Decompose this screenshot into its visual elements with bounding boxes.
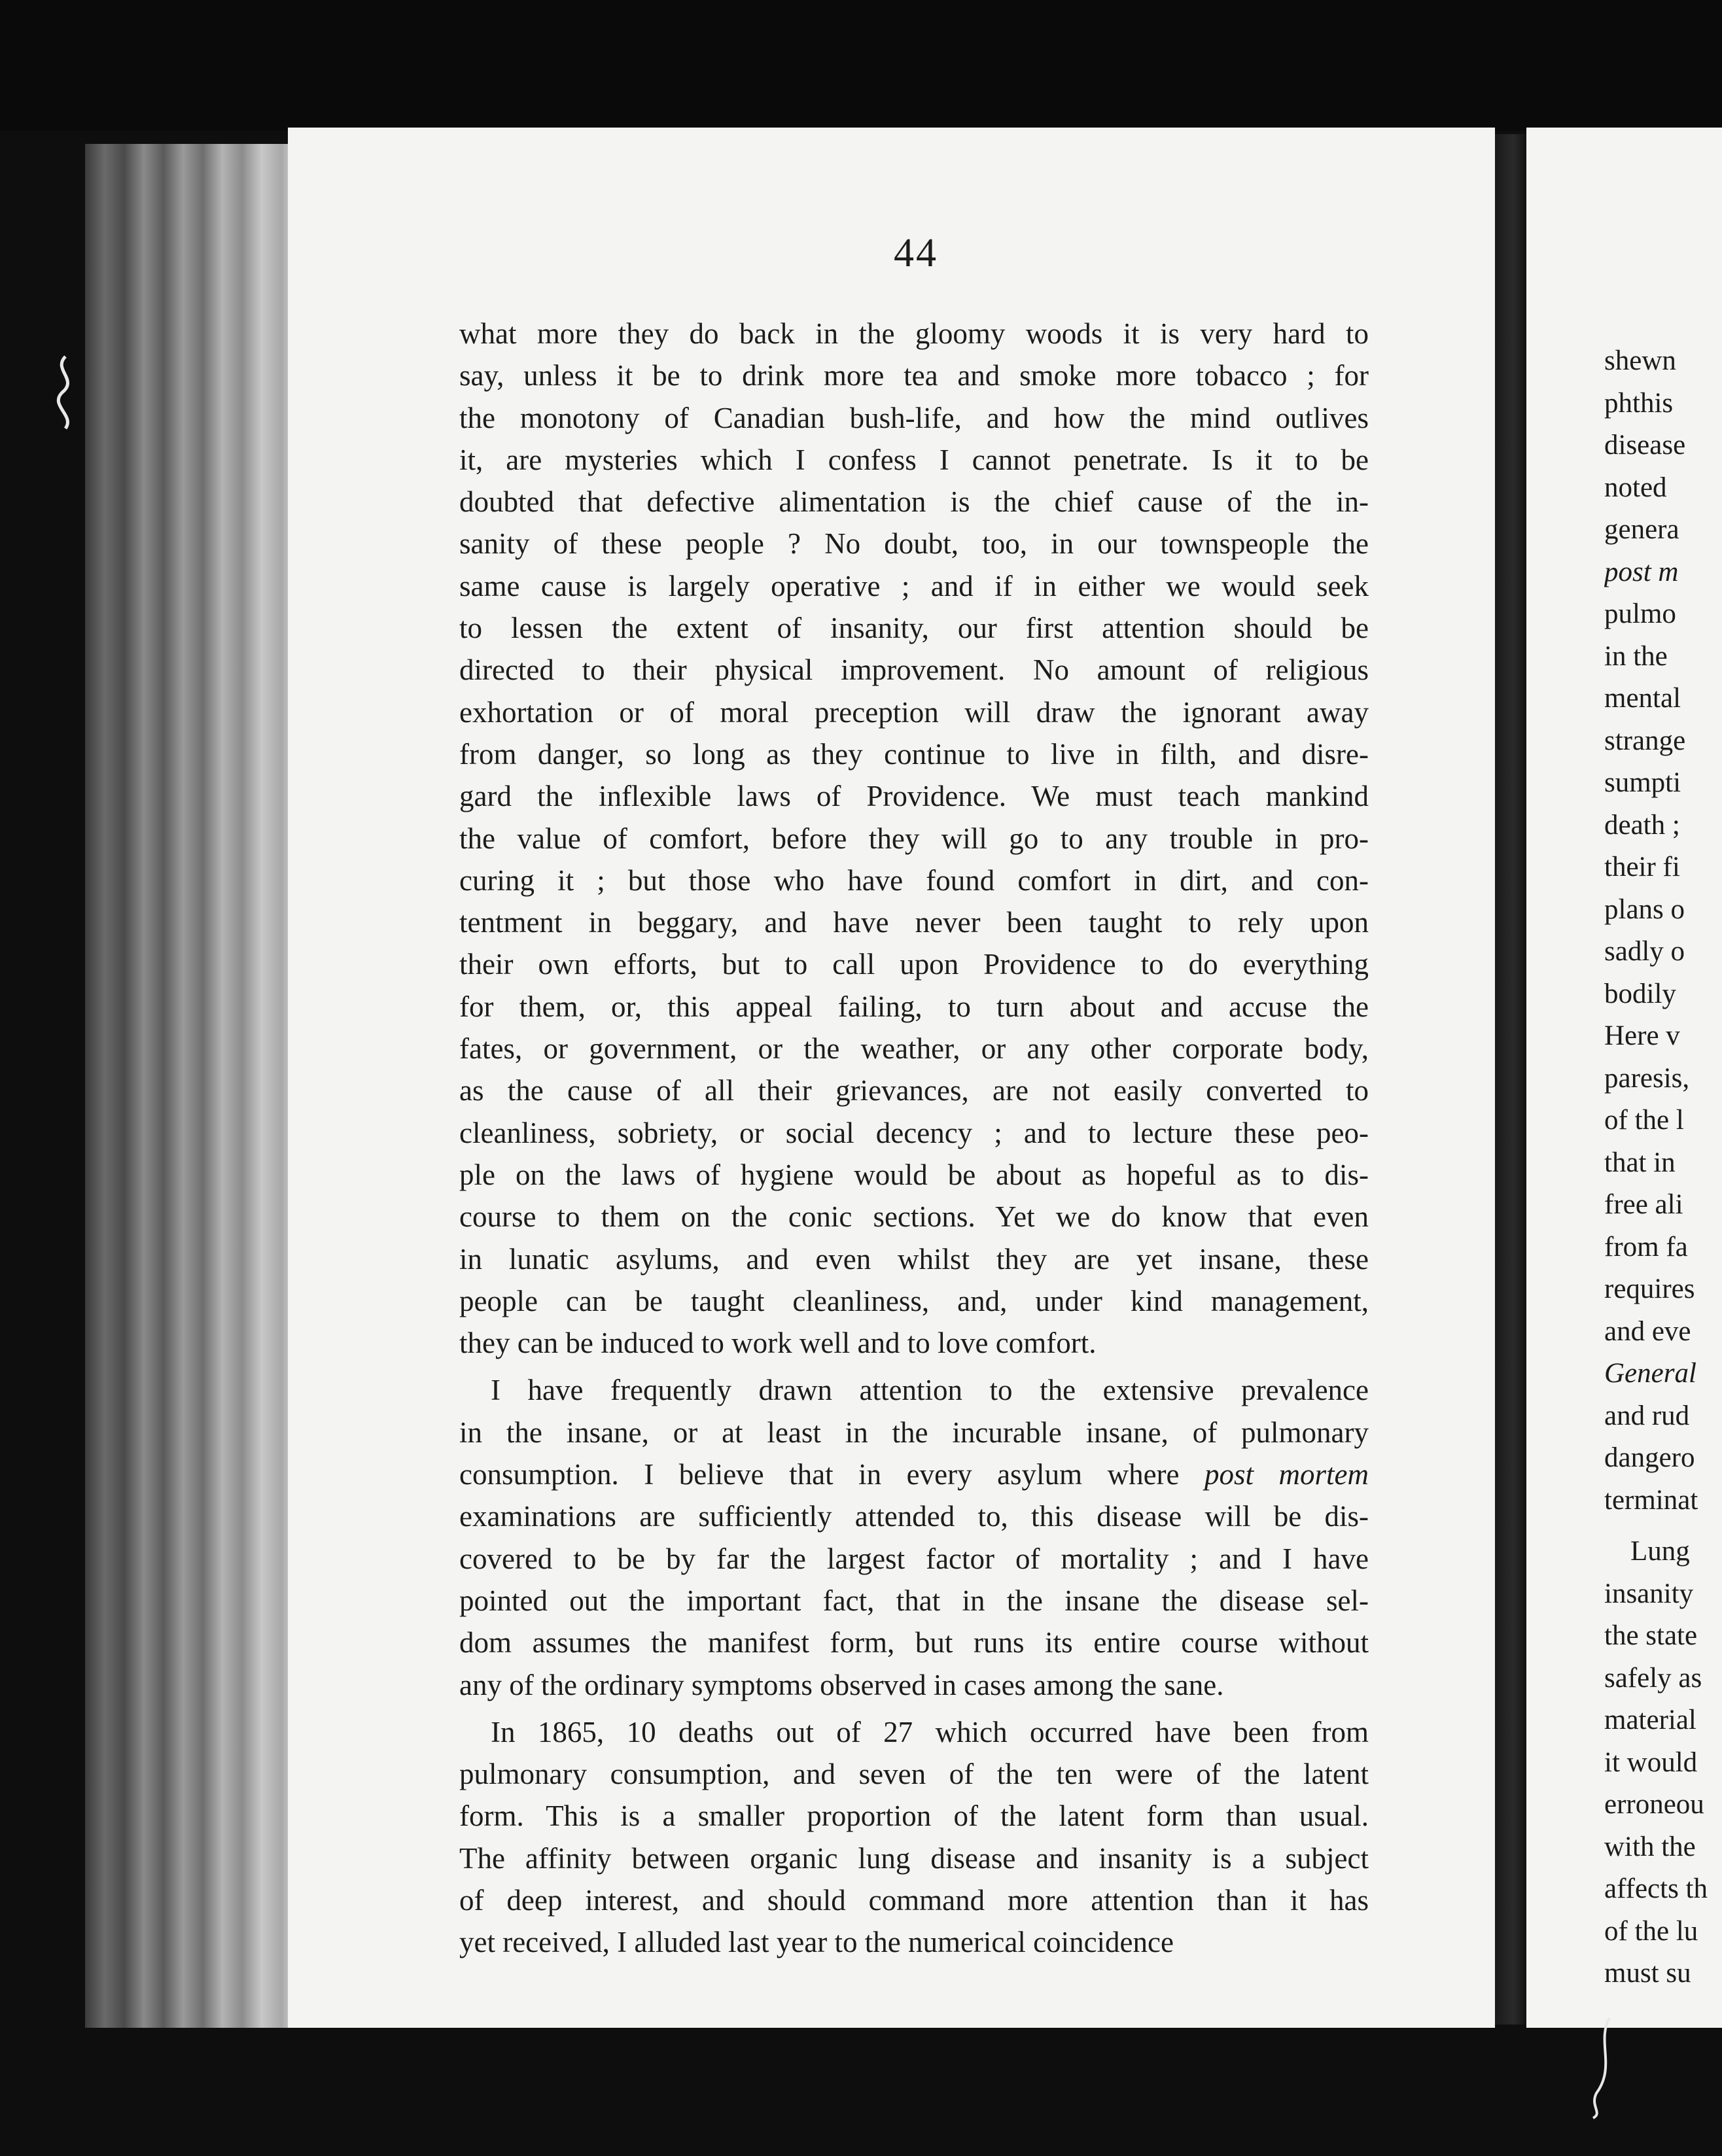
- paragraph: [459, 1711, 1369, 1964]
- facing-text-line: material: [1604, 1705, 1696, 1735]
- text-line: I have frequently drawn attention to the extensive prevalence: [491, 1374, 1369, 1407]
- text-line: doubted that defective alimentation is the chief cause of the in-: [459, 485, 1369, 519]
- text-line: The affinity between organic lung disease and insanity is a subject: [459, 1841, 1369, 1875]
- body-text: [459, 313, 1369, 1964]
- text-line: examinations are sufficiently attended to, this disease will be dis-: [459, 1500, 1369, 1533]
- facing-text-line: Here v: [1604, 1020, 1680, 1051]
- text-line: as the cause of all their grievances, are not easily converted to: [459, 1074, 1369, 1107]
- text-line: form. This is a smaller proportion of the latent form than usual.: [459, 1800, 1369, 1833]
- facing-text-line: and rud: [1604, 1400, 1690, 1431]
- text-line: of deep interest, and should command more attention than it has: [459, 1883, 1369, 1917]
- facing-text-line: bodily: [1604, 978, 1676, 1009]
- facing-text-line: post m: [1604, 556, 1679, 587]
- text-line: same cause is largely operative ; and if in either we would seek: [459, 569, 1369, 602]
- text-line: say, unless it be to drink more tea and smoke more tobacco ; for: [459, 359, 1369, 392]
- facing-text-line: with the: [1604, 1831, 1696, 1862]
- text-line: for them, or, this appeal failing, to turn about and accuse the: [459, 990, 1369, 1023]
- facing-text-line: genera: [1604, 514, 1679, 545]
- top-background: [0, 0, 1722, 131]
- facing-text-line: sumpti: [1604, 767, 1681, 798]
- facing-text-line: must su: [1604, 1958, 1691, 1989]
- page-gutter: [1495, 134, 1526, 2025]
- text-line: pointed out the important fact, that in the insane the disease sel-: [459, 1584, 1369, 1617]
- text-line: what more they do back in the gloomy woods it is very hard to: [459, 317, 1369, 350]
- facing-text-line: of the lu: [1604, 1915, 1698, 1947]
- facing-text-line: requires: [1604, 1274, 1695, 1304]
- paragraph: [459, 313, 1369, 1364]
- text-line: curing it ; but those who have found comfort in dirt, and con-: [459, 863, 1369, 897]
- text-line: In 1865, 10 deaths out of 27 which occurred have been from: [491, 1715, 1369, 1748]
- facing-text-line: plans o: [1604, 894, 1685, 925]
- text-line: ple on the laws of hygiene would be about as hopeful as to dis-: [459, 1158, 1369, 1191]
- text-line: tentment in beggary, and have never been taught to rely upon: [459, 906, 1369, 939]
- facing-text-line: in the: [1604, 640, 1668, 672]
- facing-text-line: safely as: [1604, 1662, 1702, 1694]
- text-line: fates, or government, or the weather, or any other corporate body,: [459, 1032, 1369, 1066]
- facing-text-line: their fi: [1604, 852, 1680, 882]
- text-line: directed to their physical improvement. No amount of religious: [459, 653, 1369, 687]
- facing-text-line: death ;: [1604, 809, 1680, 841]
- text-line: in the insane, or at least in the incurable insane, of pulmonary: [459, 1416, 1369, 1449]
- text-line: sanity of these people ? No doubt, too, in our townspeople the: [459, 527, 1369, 561]
- facing-text-line: noted: [1604, 472, 1667, 503]
- page-number: 44: [894, 231, 938, 275]
- facing-text-line: shewn: [1604, 345, 1676, 376]
- facing-text-line: erroneou: [1604, 1789, 1704, 1820]
- text-line: yet received, I alluded last year to the numerical coincidence: [459, 1926, 1174, 1959]
- text-line: any of the ordinary symptoms observed in cases among the sane.: [459, 1668, 1224, 1701]
- facing-text-line: that in: [1604, 1147, 1676, 1178]
- facing-text-line: pulmo: [1604, 599, 1676, 629]
- margin-mark-right: [1583, 2015, 1623, 2119]
- text-line: pulmonary consumption, and seven of the ten were of the latent: [459, 1758, 1369, 1791]
- text-line: in lunatic asylums, and even whilst they are yet insane, these: [459, 1242, 1369, 1276]
- facing-page-text: [1604, 340, 1722, 1995]
- facing-text-line: dangero: [1604, 1442, 1695, 1473]
- facing-text-line: Lung: [1630, 1536, 1690, 1567]
- facing-text-line: General: [1604, 1358, 1696, 1389]
- text-line: dom assumes the manifest form, but runs its entire course without: [459, 1626, 1369, 1660]
- text-line: from danger, so long as they continue to live in filth, and disre-: [459, 737, 1369, 771]
- text-line: the monotony of Canadian bush-life, and how the mind outlives: [459, 401, 1369, 434]
- margin-mark: [46, 353, 85, 432]
- italic-phrase: post mortem: [1204, 1458, 1369, 1491]
- text-line: covered to be by far the largest factor of mortality ; and I have: [459, 1542, 1369, 1575]
- facing-text-line: of the l: [1604, 1105, 1684, 1136]
- facing-text-line: insanity: [1604, 1578, 1694, 1609]
- facing-text-line: sadly o: [1604, 936, 1685, 967]
- facing-text-line: from fa: [1604, 1231, 1688, 1262]
- book-spine-edge: [85, 144, 294, 2028]
- text-line: exhortation or of moral preception will draw the ignorant away: [459, 695, 1369, 729]
- facing-text-line: and eve: [1604, 1315, 1691, 1347]
- paragraph: [459, 1369, 1369, 1705]
- text-line: people can be taught cleanliness, and, under kind management,: [459, 1284, 1369, 1317]
- text-line: the value of comfort, before they will go to any trouble in pro-: [459, 822, 1369, 855]
- facing-text-line: free ali: [1604, 1189, 1683, 1220]
- facing-text-line: disease: [1604, 430, 1686, 461]
- text-line: their own efforts, but to call upon Providence to do everything: [459, 948, 1369, 981]
- facing-text-line: the state: [1604, 1620, 1698, 1651]
- text-line: cleanliness, sobriety, or social decency ; and to lecture these peo-: [459, 1116, 1369, 1149]
- facing-text-line: phthis: [1604, 387, 1674, 419]
- facing-text-line: paresis,: [1604, 1062, 1690, 1094]
- text-line: course to them on the conic sections. Yet we do know that even: [459, 1200, 1369, 1234]
- facing-text-line: terminat: [1604, 1484, 1698, 1516]
- text-line: consumption. I believe that in every asylum where post mortem: [459, 1458, 1369, 1491]
- facing-text-line: strange: [1604, 725, 1686, 756]
- text-line: gard the inflexible laws of Providence. We must teach mankind: [459, 780, 1369, 813]
- facing-text-line: it would: [1604, 1747, 1698, 1778]
- text-line: to lessen the extent of insanity, our first attention should be: [459, 612, 1369, 645]
- facing-text-line: affects th: [1604, 1873, 1708, 1904]
- facing-text-line: mental: [1604, 683, 1681, 714]
- text-line: they can be induced to work well and to love comfort.: [459, 1327, 1097, 1360]
- text-line: it, are mysteries which I confess I cannot penetrate. Is it to be: [459, 443, 1369, 476]
